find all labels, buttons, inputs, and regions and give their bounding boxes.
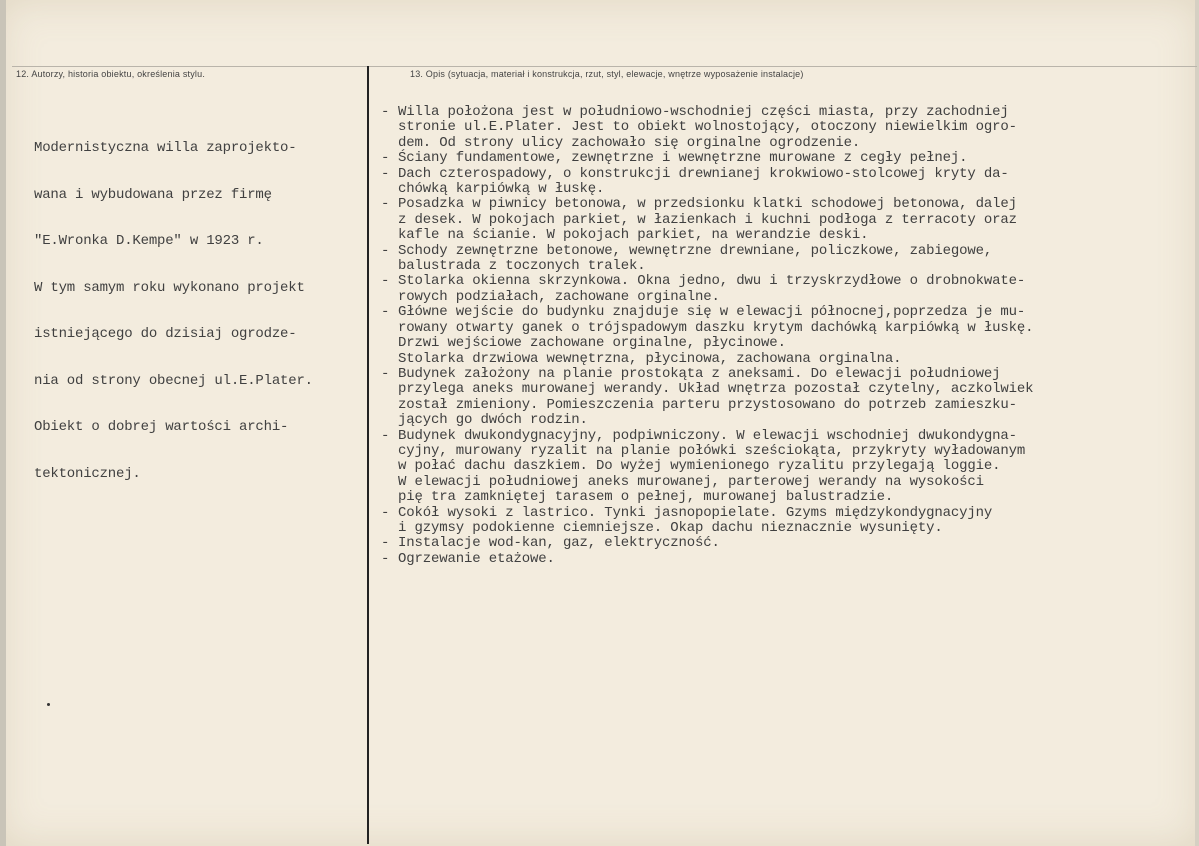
description-line: i gzymsy podokienne ciemniejsze. Okap dachu nieznacznie wysunięty.: [398, 519, 943, 536]
description-item: [381, 274, 1191, 305]
description-line: Dach czterospadowy, o konstrukcji drewnianej krokwiowo-stolcowej kryty da-: [398, 165, 1009, 182]
description-line: rowych podziałach, zachowane orginalne.: [398, 288, 720, 305]
description-line: cyjny, murowany ryzalit na planie połówki sześciokąta, przykryty wyładowanym: [398, 442, 1026, 459]
bullet-dash: -: [381, 550, 390, 567]
description-line: Schody zewnętrzne betonowe, wewnętrzne drewniane, policzkowe, zabiegowe,: [398, 242, 993, 259]
description-line: Cokół wysoki z lastrico. Tynki jasnopopielate. Gzyms międzykondygnacyjny: [398, 504, 993, 521]
bullet-dash: -: [381, 427, 390, 444]
bullet-dash: -: [381, 304, 390, 321]
description-item: [381, 197, 1191, 243]
bullet-dash: -: [381, 365, 390, 382]
description-line: kafle na ścianie. W pokojach parkiet, na werandzie deski.: [398, 227, 869, 244]
header-rule: [12, 66, 1197, 67]
description-item: [381, 429, 1191, 506]
description-line: Stolarka okienna skrzynkowa. Okna jedno, dwu i trzyskrzydłowe o drobnokwate-: [398, 273, 1026, 290]
bullet-dash: -: [381, 150, 390, 167]
description-line: Ogrzewanie etażowe.: [398, 550, 555, 567]
description-item: [381, 167, 1191, 198]
description-line: jących go dwóch rodzin.: [398, 412, 588, 429]
history-line: "E.Wronka D.Kempe" w 1923 r.: [34, 233, 264, 249]
description-item: [381, 151, 1191, 166]
description-line: Budynek założony na planie prostokąta z aneksami. Do elewacji południowej: [398, 365, 1001, 382]
history-line: nia od strony obecnej ul.E.Plater.: [34, 372, 313, 389]
history-line: Modernistyczna willa zaprojekto-: [34, 140, 297, 156]
description-line: W elewacji południowej aneks murowanej, parterowej werandy na wysokości: [398, 473, 984, 490]
description-line: rowany otwarty ganek o trójspadowym daszku krytym dachówką karpiówką w łuskę.: [398, 319, 1034, 336]
bullet-dash: -: [381, 242, 390, 259]
description-line: chówką karpiówką w łuskę.: [398, 181, 605, 198]
description-line: Willa położona jest w południowo-wschodniej części miasta, przy zachodniej: [398, 104, 1009, 120]
ink-dot: [47, 703, 50, 706]
description-line: Drzwi wejściowe zachowane orginalne, płycinowe.: [398, 335, 786, 352]
description-line: przylega aneks murowanej werandy. Układ wnętrza pozostał czytelny, aczkolwiek: [398, 381, 1034, 398]
history-line: Obiekt o dobrej wartości archi-: [34, 419, 289, 435]
history-text-block: [34, 110, 374, 513]
description-line: pię tra zamkniętej tarasem o pełnej, murowanej balustradzie.: [398, 489, 894, 506]
bullet-dash: -: [381, 535, 390, 552]
bullet-dash: -: [381, 196, 390, 213]
description-line: balustrada z toczonych tralek.: [398, 258, 646, 275]
description-item: [381, 552, 1191, 567]
description-line: Ściany fundamentowe, zewnętrzne i wewnętrzne murowane z cegły pełnej.: [398, 150, 968, 167]
description-item: [381, 244, 1191, 275]
bullet-dash: -: [381, 165, 390, 182]
description-item: [381, 367, 1191, 429]
description-item: [381, 506, 1191, 537]
description-line: został zmieniony. Pomieszczenia parteru przystosowano do potrzeb zamieszku-: [398, 396, 1017, 413]
description-item: [381, 105, 1191, 151]
section-12-heading: 12. Autorzy, historia obiektu, określenia stylu.: [16, 69, 206, 79]
history-line: wana i wybudowana przez firmę: [34, 186, 272, 203]
bullet-dash: -: [381, 504, 390, 521]
description-line: w połać dachu daszkiem. Do wyżej wymienionego ryzalitu przylegają loggie.: [398, 458, 1001, 475]
description-line: dem. Od strony ulicy zachowało się orginalne ogrodzenie.: [398, 134, 861, 151]
history-line: tektonicznej.: [34, 465, 141, 482]
description-line: Instalacje wod-kan, gaz, elektryczność.: [398, 535, 720, 552]
description-list: [381, 105, 1191, 567]
page-edge-right: [1195, 0, 1199, 846]
description-item: [381, 536, 1191, 551]
description-line: Stolarka drzwiowa wewnętrzna, płycinowa, zachowana orginalna.: [398, 350, 902, 367]
history-line: istniejącego do dzisiaj ogrodze-: [34, 326, 297, 342]
description-item: [381, 305, 1191, 367]
description-line: Posadzka w piwnicy betonowa, w przedsionku klatki schodowej betonowa, dalej: [398, 196, 1017, 213]
description-line: Główne wejście do budynku znajduje się w elewacji północnej,poprzedza je mu-: [398, 304, 1026, 321]
bullet-dash: -: [381, 104, 390, 120]
bullet-dash: -: [381, 273, 390, 290]
description-line: stronie ul.E.Plater. Jest to obiekt wolnostojący, otoczony niewielkim ogro-: [398, 119, 1017, 136]
history-line: W tym samym roku wykonano projekt: [34, 279, 305, 296]
page-edge-left: [0, 0, 6, 846]
description-line: z desek. W pokojach parkiet, w łazienkach i kuchni podłoga z terracoty oraz: [398, 211, 1017, 228]
description-line: Budynek dwukondygnacyjny, podpiwniczony. W elewacji wschodniej dwukondygna-: [398, 427, 1017, 444]
section-13-heading: 13. Opis (sytuacja, materiał i konstrukcja, rzut, styl, elewacje, wnętrze wyposażenie instalacje): [410, 69, 804, 79]
